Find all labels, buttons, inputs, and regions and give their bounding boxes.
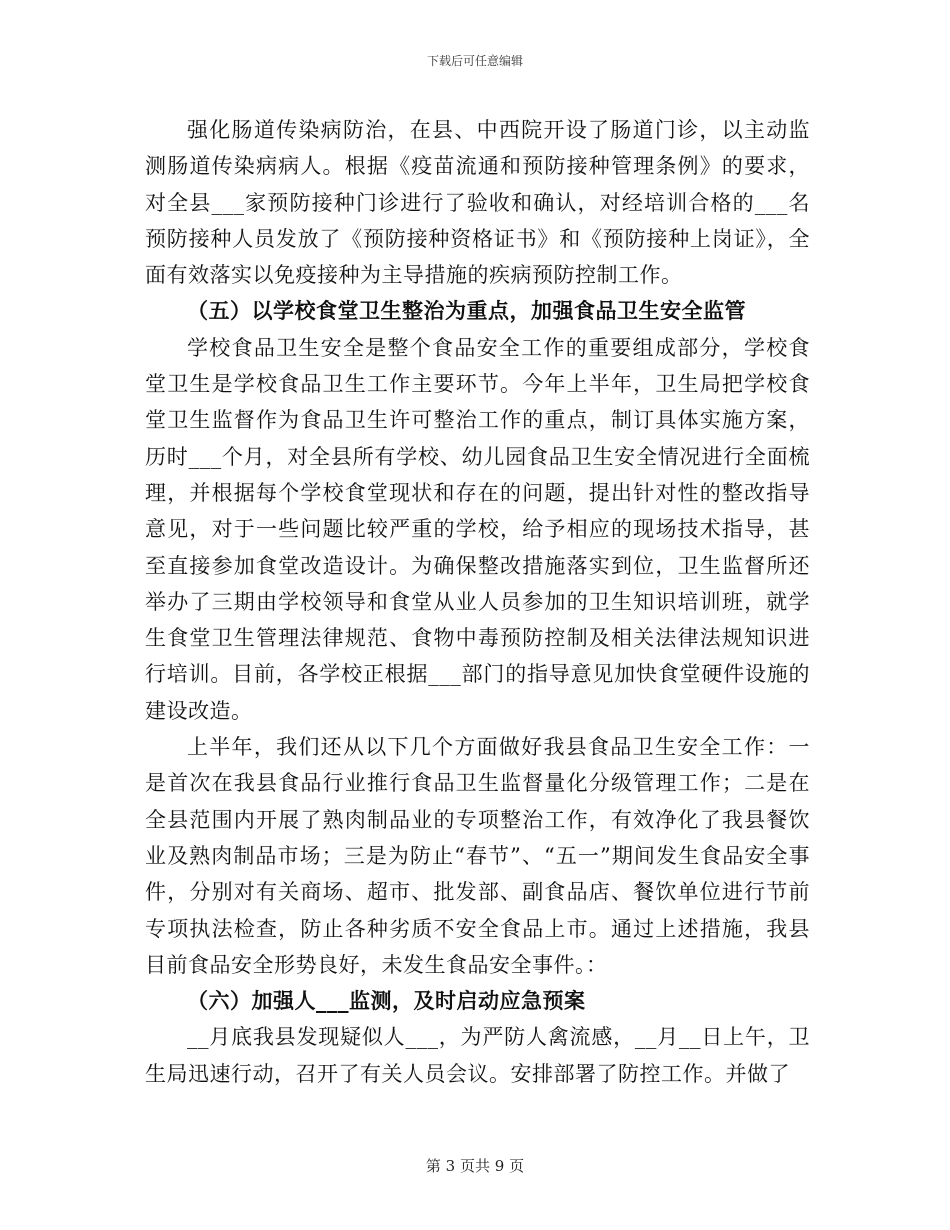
paragraph-intestinal-disease: 强化肠道传染病防治，在县、中西院开设了肠道门诊，以主动监测肠道传染病病人。根据《疫苗流通和预防接种管理条例》的要求，对全县___家预防接种门诊进行了验收和确认，对经培训合格的___名预防接种人员发放了《预防接种资格证书》和《预防接种上岗证》，全面有效落实以免疫接种为主导措施的疾病预防控制工作。 — [145, 118, 810, 288]
paragraph-food-safety: 上半年，我们还从以下几个方面做好我县食品卫生安全工作：一是首次在我县食品行业推行食品卫生监督量化分级管理工作；二是在全县范围内开展了熟肉制品业的专项整治工作，有效净化了我县餐饮业及熟肉制品市场；三是为防止“春节”、“五一”期间发生食品安全事件，分别对有关商场、超市、批发部、副食品店、餐饮单位进行节前专项执法检查，防止各种劣质不安全食品上市。通过上述措施，我县目前食品安全形势良好，未发生食品安全事件。： — [145, 735, 810, 977]
paragraph-school-canteen: 学校食品卫生安全是整个食品安全工作的重要组成部分，学校食堂卫生是学校食品卫生工作主要环节。今年上半年，卫生局把学校食堂卫生监督作为食品卫生许可整治工作的重点，制订具体实施方案，历时___个月，对全县所有学校、幼儿园食品卫生安全情况进行全面梳理，并根据每个学校食堂现状和存在的问题，提出针对性的整改指导意见，对于一些问题比较严重的学校，给予相应的现场技术指导，甚至直接参加食堂改造设计。为确保整改措施落实到位，卫生监督所还举办了三期由学校领导和食堂从业人员参加的卫生知识培训班，就学生食堂卫生管理法律规范、食物中毒预防控制及相关法律法规知识进行培训。目前，各学校正根据___部门的指导意见加快食堂硬件设施的建设改造。 — [145, 335, 810, 723]
section-heading-6: （六）加强人___监测，及时启动应急预案 — [187, 988, 586, 1014]
page-footer: 第 3 页共 9 页 — [425, 1157, 525, 1175]
section-heading-5: （五）以学校食堂卫生整治为重点，加强食品卫生安全监管 — [187, 298, 746, 324]
paragraph-avian-flu: __月底我县发现疑似人___，为严防人禽流感，__月__日上午，卫生局迅速行动，召开了有关人员会议。安排部署了防控工作。并做了 — [145, 1025, 810, 1086]
document-body — [145, 112, 810, 1092]
page-header: 下载后可任意编辑 — [426, 54, 523, 68]
